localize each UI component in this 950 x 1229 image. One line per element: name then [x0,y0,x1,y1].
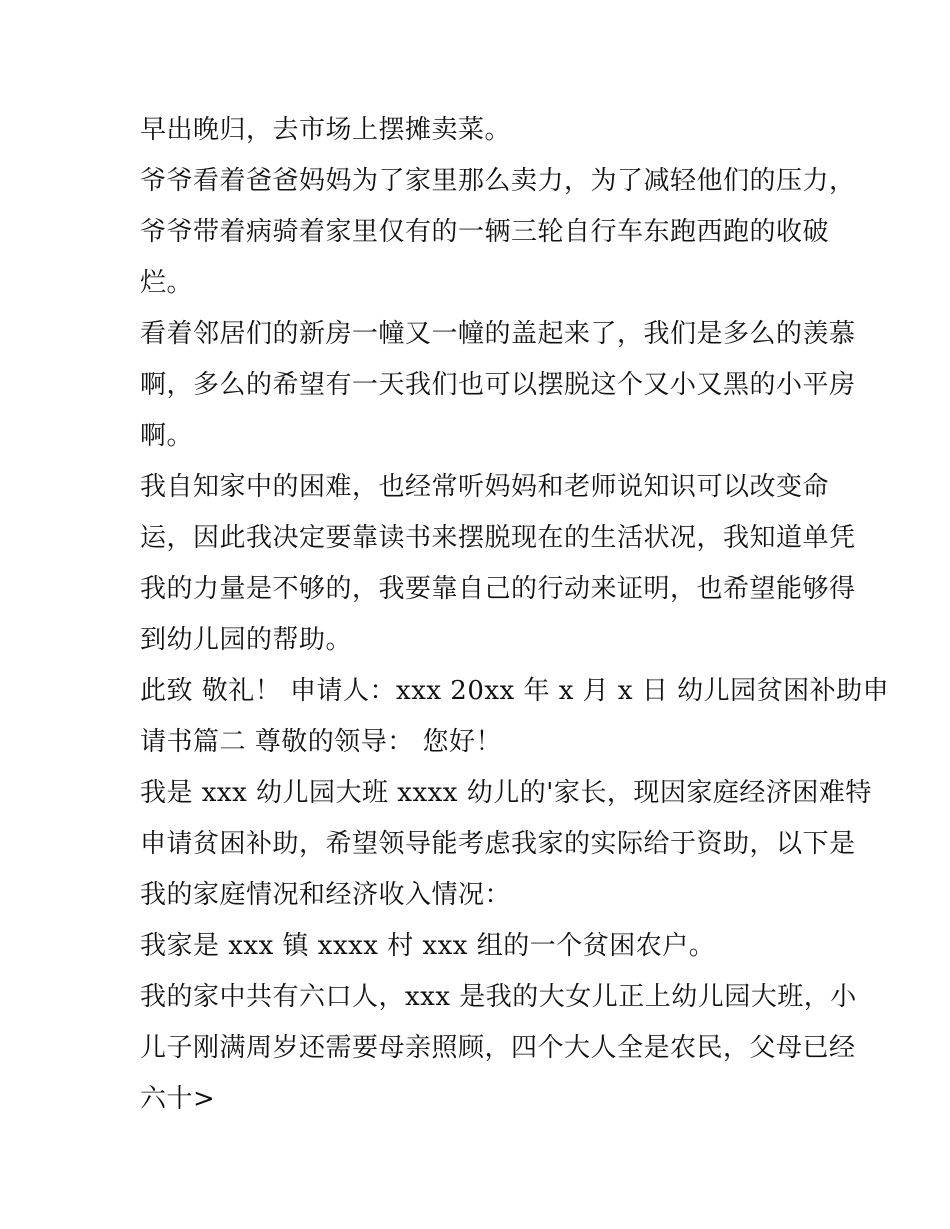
text-line-20: 六十> [140,1084,216,1114]
text-line-2: 爷爷看着爸爸妈妈为了家里那么卖力，为了减轻他们的压力， [140,166,856,196]
text-line-16: 我的家庭情况和经济收入情况： [140,880,512,910]
text-line-17: 我家是 xxx 镇 xxxx 村 xxx 组的一个贫困农户。 [140,931,716,961]
text-line-11: 到幼儿园的帮助。 [140,625,353,655]
text-line-4: 烂。 [140,268,194,298]
text-line-1: 早出晚归，去市场上摆摊卖菜。 [140,115,512,145]
text-line-14: 我是 xxx 幼儿园大班 xxxx 幼儿的'家长，现因家庭经济困难特 [140,778,872,808]
text-line-9: 运，因此我决定要靠读书来摆脱现在的生活状况，我知道单凭 [140,523,856,553]
text-line-7: 啊。 [140,421,194,451]
text-line-18: 我的家中共有六口人，xxx 是我的大女儿正上幼儿园大班，小 [140,982,857,1012]
text-line-5: 看着邻居们的新房一幢又一幢的盖起来了，我们是多么的羡慕 [140,319,856,349]
text-line-6: 啊，多么的希望有一天我们也可以摆脱这个又小又黑的小平房 [140,370,856,400]
document-body [140,105,890,1125]
text-line-19: 儿子刚满周岁还需要母亲照顾，四个大人全是农民，父母已经 [140,1033,856,1063]
text-line-12: 此致 敬礼！ 申请人：xxx 20xx 年 x 月 x 日 幼儿园贫困补助申 [140,676,890,706]
text-line-8: 我自知家中的困难，也经常听妈妈和老师说知识可以改变命 [140,472,830,502]
text-line-13: 请书篇二 尊敬的领导： 您好！ [140,727,503,757]
text-line-10: 我的力量是不够的，我要靠自己的行动来证明，也希望能够得 [140,574,856,604]
text-line-3: 爷爷带着病骑着家里仅有的一辆三轮自行车东跑西跑的收破 [140,217,830,247]
text-line-15: 申请贫困补助，希望领导能考虑我家的实际给于资助，以下是 [140,829,856,859]
